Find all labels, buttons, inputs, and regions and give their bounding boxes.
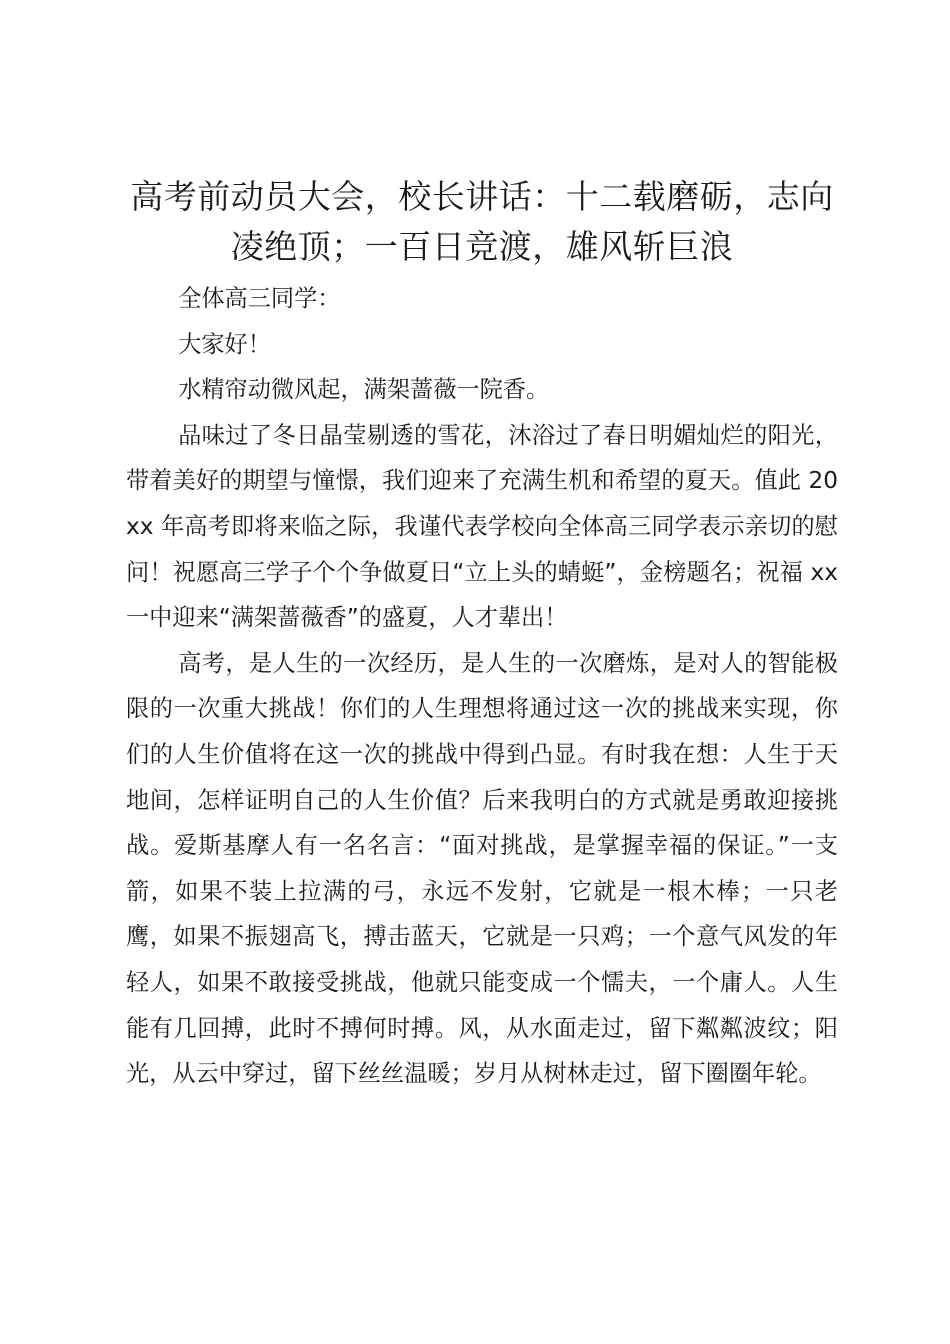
salutation: 全体高三同学： <box>178 285 341 312</box>
document-page <box>126 0 838 1344</box>
opening-verse: 水精帘动微风起，满架蔷薇一院香。 <box>178 376 550 404</box>
document-title: 高考前动员大会，校长讲话：十二载磨砺，志向凌绝顶；一百日竞渡，雄风斩巨浪 <box>130 177 834 266</box>
body-paragraph: 高考，是人生的一次经历，是人生的一次磨炼，是对人的智能极限的一次重大挑战！你们的人生理想将通过这一次的挑战来实现，你们的人生价值将在这一次的挑战中得到凸显。有时我在想：人生于天地间，怎样证明自己的人生价值？后来我明白的方式就是勇敢迎接挑战。爱斯基摩人有一名名言：“面对挑战，是掌握幸福的保证。”一支箭，如果不装上拉满的弓，永远不发射，它就是一根木棒；一只老鹰，如果不振翅高飞，搏击蓝天，它就是一只鸡；一个意气风发的年轻人，如果不敢接受挑战，他就只能变成一个懦夫，一个庸人。人生能有几回搏，此时不搏何时搏。风，从水面走过，留下粼粼波纹；阳光，从云中穿过，留下丝丝温暖；岁月从树林走过，留下圈圈年轮。 <box>126 649 838 1088</box>
greeting: 大家好！ <box>178 330 271 358</box>
document-body <box>126 276 838 1097</box>
body-paragraph: 品味过了冬日晶莹剔透的雪花，沐浴过了春日明媚灿烂的阳光，带着美好的期望与憧憬，我们迎来了充满生机和希望的夏天。值此 20xx 年高考即将来临之际，我谨代表学校向全体高三同学表示亲切的慰问！祝愿高三学子个个争做夏日“立上头的蜻蜓”，金榜题名；祝福 xx 一中迎来“满架蔷薇香”的盛夏，人才辈出！ <box>126 421 838 632</box>
